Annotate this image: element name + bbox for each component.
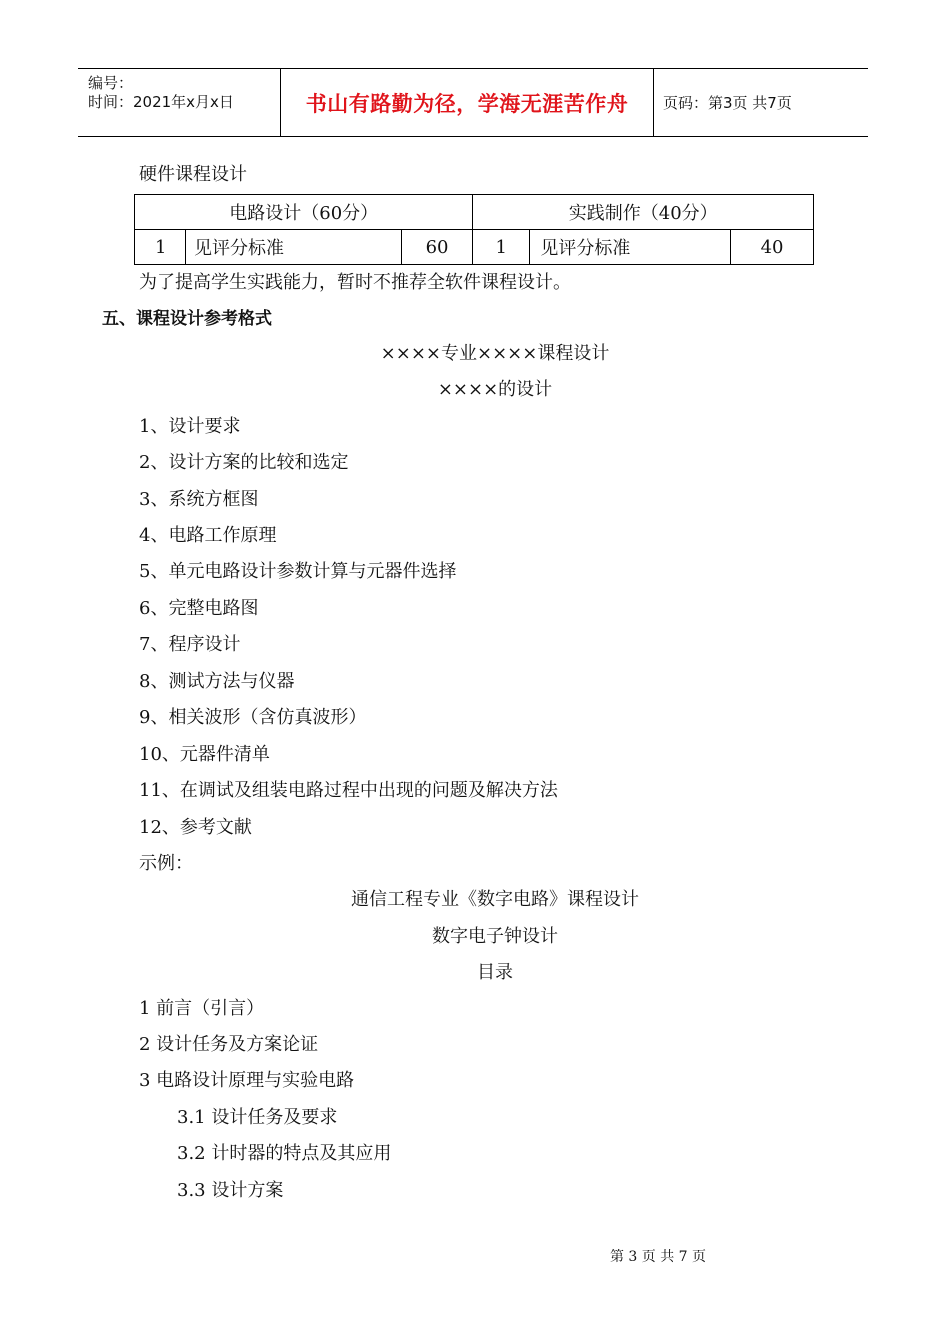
page-footer: 第 3 页 共 7 页 <box>609 1249 707 1265</box>
example-title-1: 通信工程专业《数字电路》课程设计 <box>351 889 639 910</box>
time-label: 时间：2021年x月x日 <box>88 93 234 111</box>
practice-header: 实践制作（40分） <box>473 195 814 230</box>
score-table <box>134 194 814 265</box>
heading-five: 五、课程设计参考格式 <box>102 309 272 329</box>
score-table-header-row <box>135 195 814 230</box>
document-header <box>78 68 868 137</box>
toc-item: 1 前言（引言） <box>139 998 265 1019</box>
code-label: 编号： <box>88 74 134 92</box>
toc-title: 目录 <box>477 962 513 983</box>
list-item: 3、系统方框图 <box>139 489 259 510</box>
table-row <box>135 230 814 265</box>
row-score-1: 60 <box>401 230 473 265</box>
toc-item: 3 电路设计原理与实验电路 <box>139 1070 355 1091</box>
page-label: 页码：第3页 共7页 <box>663 94 792 112</box>
toc-item: 3.2 计时器的特点及其应用 <box>177 1143 392 1164</box>
list-item: 12、参考文献 <box>139 817 252 838</box>
list-item: 9、相关波形（含仿真波形） <box>139 707 367 728</box>
list-item: 5、单元电路设计参数计算与元器件选择 <box>139 561 457 582</box>
row-desc-1: 见评分标准 <box>185 230 401 265</box>
row-score-2: 40 <box>731 230 814 265</box>
header-motto-cell <box>280 69 654 136</box>
header-right-cell <box>654 69 868 136</box>
note-text: 为了提高学生实践能力，暂时不推荐全软件课程设计。 <box>139 272 571 293</box>
list-item: 2、设计方案的比较和选定 <box>139 452 349 473</box>
circuit-design-header: 电路设计（60分） <box>135 195 473 230</box>
list-item: 7、程序设计 <box>139 634 241 655</box>
list-item: 10、元器件清单 <box>139 744 270 765</box>
section-title: 硬件课程设计 <box>139 164 247 185</box>
row-index-2: 1 <box>473 230 530 265</box>
format-title-2: ××××的设计 <box>437 379 553 400</box>
example-label: 示例： <box>139 853 193 874</box>
list-item: 6、完整电路图 <box>139 598 259 619</box>
toc-item: 2 设计任务及方案论证 <box>139 1034 319 1055</box>
row-desc-2: 见评分标准 <box>530 230 731 265</box>
example-title-2: 数字电子钟设计 <box>432 926 558 947</box>
toc-item: 3.3 设计方案 <box>177 1180 284 1201</box>
list-item: 1、设计要求 <box>139 416 241 437</box>
toc-item: 3.1 设计任务及要求 <box>177 1107 338 1128</box>
row-index-1: 1 <box>135 230 186 265</box>
format-title-1: ××××专业××××课程设计 <box>380 343 610 364</box>
list-item: 4、电路工作原理 <box>139 525 277 546</box>
header-left-cell <box>78 69 280 136</box>
list-item: 11、在调试及组装电路过程中出现的问题及解决方法 <box>139 780 558 801</box>
list-item: 8、测试方法与仪器 <box>139 671 295 692</box>
motto-text: 书山有路勤为径，学海无涯苦作舟 <box>305 91 629 116</box>
